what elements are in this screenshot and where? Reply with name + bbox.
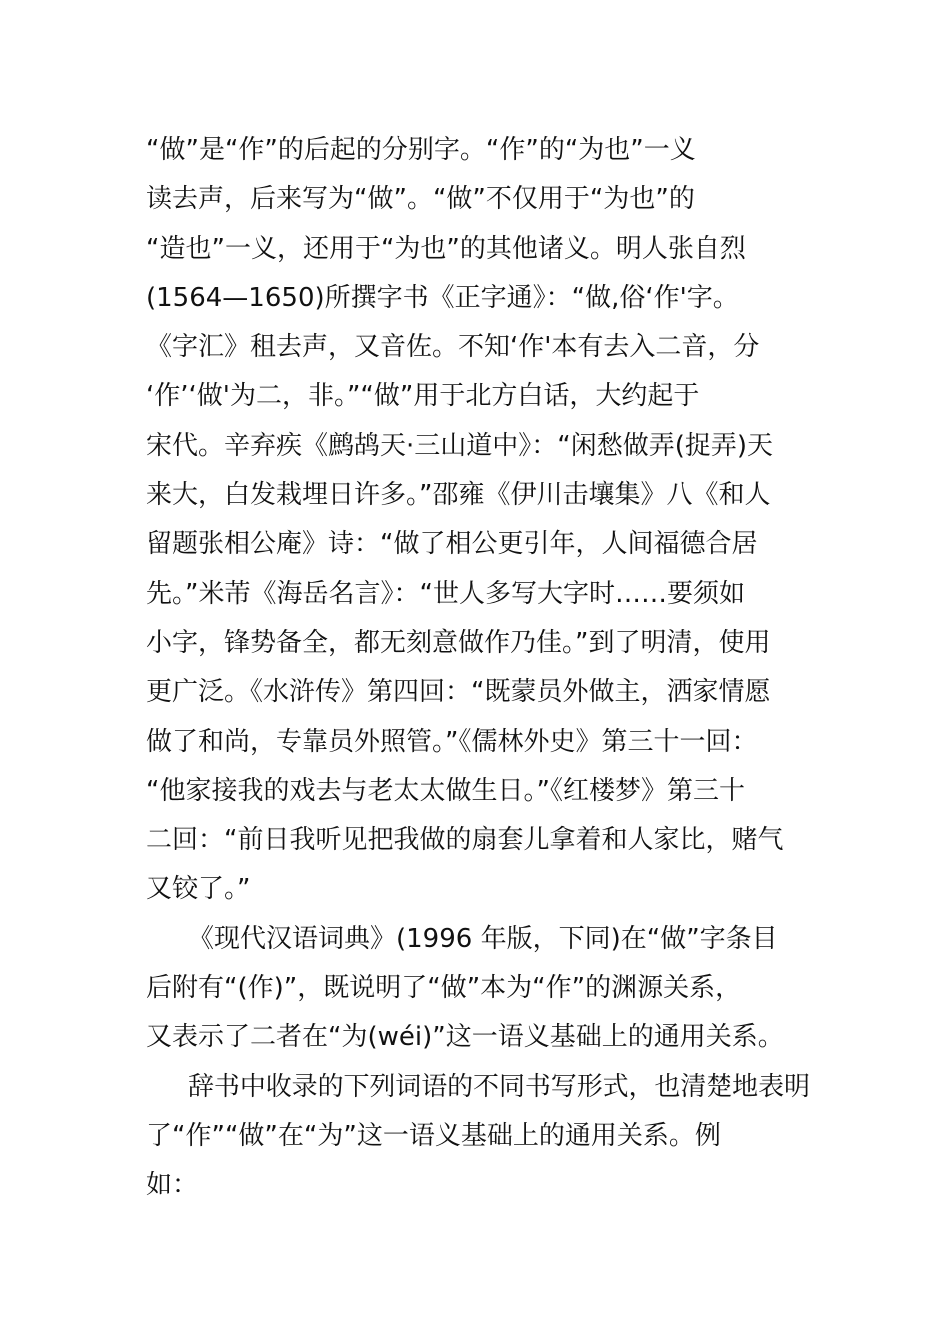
text-line: “做”是“作”的后起的分别字。“作”的“为也”一义 <box>146 135 696 165</box>
paragraph-2 <box>146 915 810 1063</box>
text-line: 来大，白发栽埋日许多。”邵雍《伊川击壤集》八《和人 <box>146 480 771 511</box>
text-line: “造也”一义，还用于“为也”的其他诸义。明人张自烈 <box>146 233 746 264</box>
text-line: 又铰了。” <box>146 874 251 905</box>
text-line: 做了和尚，专靠员外照管。”《儒林外史》第三十一回： <box>146 726 758 757</box>
text-line: 了“作”“做”在“为”这一语义基础上的通用关系。例 <box>146 1120 721 1151</box>
body-text <box>146 126 810 1211</box>
text-line: 《现代汉语词典》(1996 年版，下同)在“做”字条目 <box>188 923 778 954</box>
text-line: 先。”米芾《海岳名言》：“世人多写大字时……要须如 <box>146 578 745 609</box>
text-line: 小字，锋势备全，都无刻意做作乃佳。”到了明清，使用 <box>146 627 771 658</box>
text-line: 如： <box>146 1170 199 1201</box>
paragraph-3 <box>146 1063 810 1211</box>
text-line: 留题张相公庵》诗：“做了相公更引年，人间福德合居 <box>146 529 758 560</box>
text-line: 更广泛。《水浒传》第四回：“既蒙员外做主，洒家情愿 <box>146 677 771 708</box>
text-line: 又表示了二者在“为(wéi)”这一语义基础上的通用关系。 <box>146 1022 784 1053</box>
paragraph-1 <box>146 126 810 915</box>
text-line: 二回：“前日我听见把我做的扇套儿拿着和人家比，赌气 <box>146 825 784 856</box>
text-line: 宋代。辛弃疾《鹧鸪天·三山道中》：“闲愁做弄(捉弄)天 <box>146 430 774 461</box>
text-line: 读去声，后来写为“做”。“做”不仅用于“为也”的 <box>146 184 695 215</box>
text-line: “他家接我的戏去与老太太做生日。”《红楼梦》第三十 <box>146 775 745 806</box>
text-line: (1564—1650)所撰字书《正字通》：“做,俗‘作'字。 <box>146 282 739 313</box>
text-line: ‘作’‘做'为二，非。”“做”用于北方白话，大约起于 <box>146 381 700 412</box>
text-line: 辞书中收录的下列词语的不同书写形式，也清楚地表明 <box>188 1071 810 1102</box>
text-line: 后附有“(作)”，既说明了“做”本为“作”的渊源关系， <box>146 973 742 1004</box>
text-line: 《字汇》租去声，又音佐。不知‘作'本有去入二音，分 <box>146 332 760 363</box>
